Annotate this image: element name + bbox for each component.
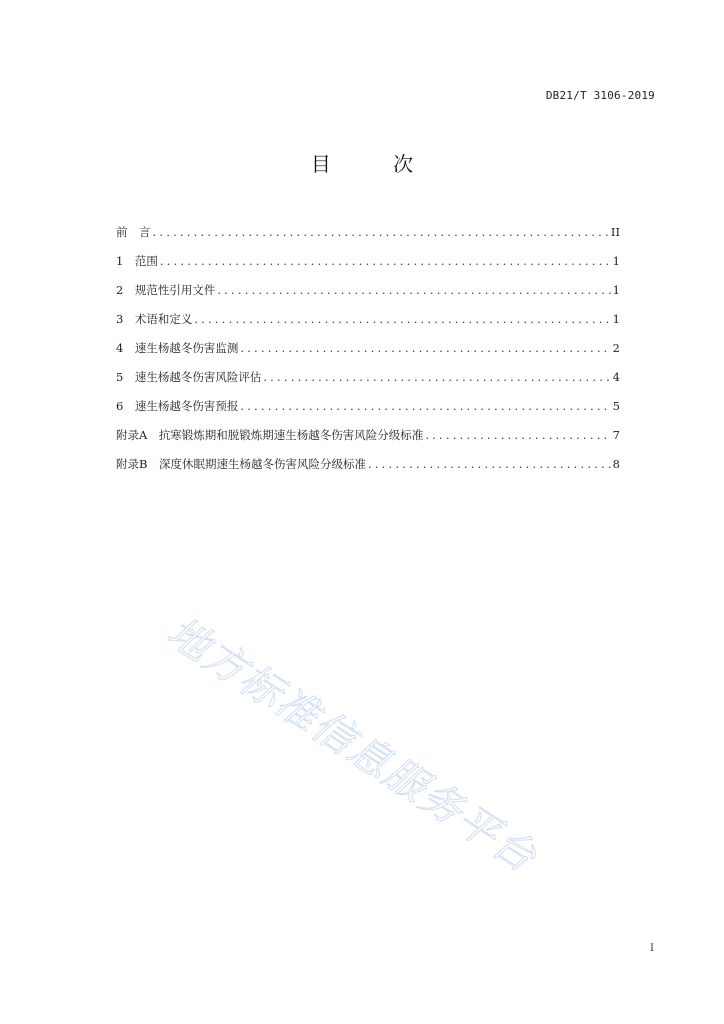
toc-entry-label: 5 速生杨越冬伤害风险评估 xyxy=(116,370,262,384)
toc-title: 目 次 xyxy=(310,152,442,176)
toc-entry[interactable] xyxy=(116,456,620,485)
toc-entry[interactable] xyxy=(116,340,620,369)
toc-entry[interactable] xyxy=(116,224,620,253)
toc-leader-dots xyxy=(217,283,610,297)
toc-entry-page: 1 xyxy=(612,254,620,268)
toc-entry-page: 1 xyxy=(612,312,620,326)
toc-entry-page: 2 xyxy=(612,341,620,355)
toc-leader-dots xyxy=(194,312,610,326)
toc-entry-label: 3 术语和定义 xyxy=(116,312,193,326)
toc-entry-page: 4 xyxy=(612,370,620,384)
toc-entry[interactable] xyxy=(116,253,620,282)
toc-entry-page: 7 xyxy=(612,428,620,442)
toc-entry-label: 6 速生杨越冬伤害预报 xyxy=(116,399,239,413)
toc-entry-label: 附录B 深度休眠期速生杨越冬伤害风险分级标准 xyxy=(116,457,366,471)
toc-leader-dots xyxy=(160,254,611,268)
toc-entry-label: 前 言 xyxy=(116,225,151,239)
toc-entry-page: II xyxy=(610,225,620,239)
toc-entry-page: 5 xyxy=(612,399,620,413)
toc-leader-dots xyxy=(425,428,610,442)
toc-entry[interactable] xyxy=(116,398,620,427)
toc-leader-dots xyxy=(240,399,610,413)
toc-leader-dots xyxy=(240,341,610,355)
toc-leader-dots xyxy=(368,457,611,471)
toc-entry-page: 1 xyxy=(612,283,620,297)
toc-entry-label: 1 范围 xyxy=(116,254,158,268)
watermark-text: 地方标准信息服务平台 xyxy=(158,607,546,882)
document-code: DB21/T 3106-2019 xyxy=(545,89,655,102)
toc-entry-page: 8 xyxy=(612,457,620,471)
toc-entry[interactable] xyxy=(116,427,620,456)
toc-leader-dots xyxy=(263,370,610,384)
toc-entry[interactable] xyxy=(116,369,620,398)
table-of-contents xyxy=(116,224,620,485)
page-number: I xyxy=(650,943,654,954)
toc-entry-label: 2 规范性引用文件 xyxy=(116,283,216,297)
toc-entry[interactable] xyxy=(116,311,620,340)
toc-entry[interactable] xyxy=(116,282,620,311)
toc-entry-label: 附录A 抗寒锻炼期和脱锻炼期速生杨越冬伤害风险分级标准 xyxy=(116,428,424,442)
toc-entry-label: 4 速生杨越冬伤害监测 xyxy=(116,341,239,355)
toc-leader-dots xyxy=(153,225,609,239)
